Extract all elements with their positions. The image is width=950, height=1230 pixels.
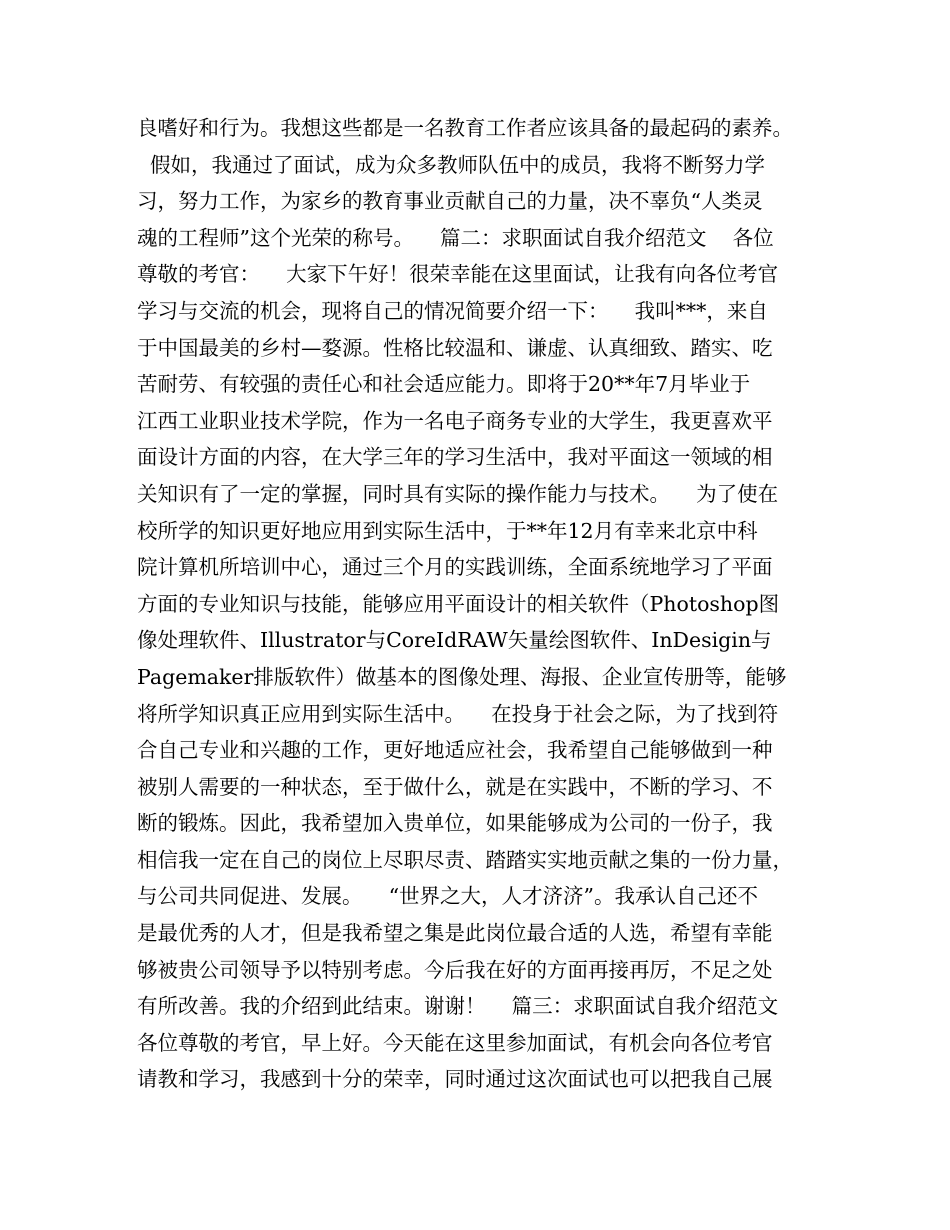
text-line: 院计算机所培训中心，通过三个月的实践训练，全面系统地学习了平面 <box>137 555 773 580</box>
text-line: 假如，我通过了面试，成为众多教师队伍中的成员，我将不断努力学 <box>137 152 766 177</box>
text-line: 与公司共同促进、发展。 “世界之大，人才济济”。我承认自己还不 <box>137 884 759 909</box>
text-line: 良嗜好和行为。我想这些都是一名教育工作者应该具备的最起码的素养。 <box>137 116 793 140</box>
text-line: 学习与交流的机会，现将自己的情况简要介绍一下： 我叫***，来自 <box>137 298 768 323</box>
text-line: 江西工业职业技术学院，作为一名电子商务专业的大学生，我更喜欢平 <box>137 408 773 433</box>
text-line: 尊敬的考官： 大家下午好！很荣幸能在这里面试，让我有向各位考官 <box>137 262 779 287</box>
text-line: Pagemaker排版软件）做基本的图像处理、海报、企业宣传册等，能够 <box>137 664 787 689</box>
text-line: 于中国最美的乡村—婺源。性格比较温和、谦虚、认真细致、踏实、吃 <box>137 335 773 360</box>
text-line: 相信我一定在自己的岗位上尽职尽责、踏踏实实地贡献之集的一份力量， <box>137 847 793 872</box>
text-line: 各位尊敬的考官，早上好。今天能在这里参加面试，有机会向各位考官 <box>137 1030 773 1055</box>
text-line: 有所改善。我的介绍到此结束。谢谢！ 篇三：求职面试自我介绍范文 <box>137 994 779 1019</box>
body-text <box>137 110 817 1098</box>
text-line: 习，努力工作，为家乡的教育事业贡献自己的力量，决不辜负“人类灵 <box>137 189 763 214</box>
text-line: 将所学知识真正应用到实际生活中。 在投身于社会之际，为了找到符 <box>137 701 779 726</box>
text-line: 断的锻炼。因此，我希望加入贵单位，如果能够成为公司的一份子，我 <box>137 811 773 836</box>
text-line: 像处理软件、Illustrator与CoreIdRAW矢量绘图软件、InDesigin与 <box>137 628 772 653</box>
text-line: 校所学的知识更好地应用到实际生活中，于**年12月有幸来北京中科 <box>137 518 758 543</box>
text-line: 合自己专业和兴趣的工作，更好地适应社会，我希望自己能够做到一种 <box>137 738 773 763</box>
text-line: 够被贵公司领导予以特别考虑。今后我在好的方面再接再厉，不足之处 <box>137 957 773 982</box>
text-line: 面设计方面的内容，在大学三年的学习生活中，我对平面这一领域的相 <box>137 445 773 470</box>
text-line: 是最优秀的人才，但是我希望之集是此岗位最合适的人选，希望有幸能 <box>137 921 773 946</box>
text-line: 苦耐劳、有较强的责任心和社会适应能力。即将于20**年7月毕业于 <box>137 372 751 397</box>
text-line: 关知识有了一定的掌握，同时具有实际的操作能力与技术。 为了使在 <box>137 481 779 506</box>
text-line: 被别人需要的一种状态，至于做什么，就是在实践中，不断的学习、不 <box>137 774 773 799</box>
text-line: 请教和学习，我感到十分的荣幸，同时通过这次面试也可以把我自己展 <box>137 1067 773 1092</box>
text-line: 魂的工程师”这个光荣的称号。 篇二：求职面试自我介绍范文 各位 <box>137 225 774 250</box>
text-line: 方面的专业知识与技能，能够应用平面设计的相关软件（Photoshop图 <box>137 591 780 616</box>
